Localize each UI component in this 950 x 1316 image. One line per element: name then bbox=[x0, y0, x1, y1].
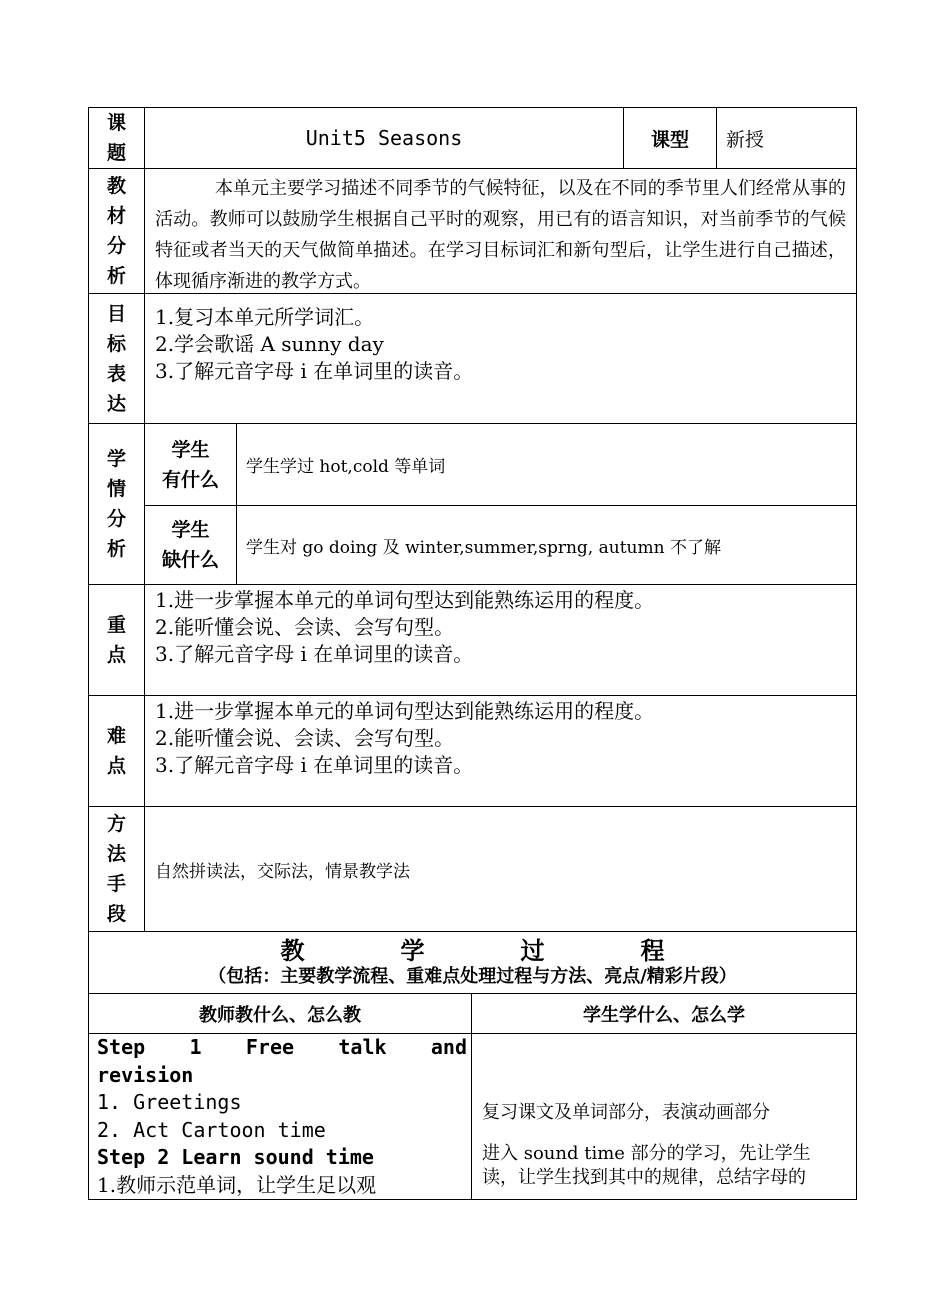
teacher-line: revision bbox=[97, 1062, 194, 1087]
goal-item: 2.学会歌谣 A sunny day bbox=[155, 332, 384, 356]
goal-item: 3.了解元音字母 i 在单词里的读音。 bbox=[155, 359, 474, 383]
teacher-step-1: Step 1 Free talk and bbox=[97, 1035, 467, 1059]
material-analysis-text: 本单元主要学习描述不同季节的气候特征，以及在不同的季节里人们经常从事的活动。教师可以鼓励学生根据自己平时的观察，用已有的语言知识，对当前季节的气候特征或者当天的天气做简单描述。在学习目标词汇和新句型后，让学生进行自己描述，体现循序渐进的教学方式。 bbox=[155, 178, 846, 292]
goals-label: 目 标 表 达 bbox=[106, 302, 126, 415]
learner-have-label: 学生 有什么 bbox=[161, 438, 219, 491]
teacher-line: 1. Greetings bbox=[97, 1090, 242, 1114]
process-heading bbox=[89, 932, 856, 993]
process-title-char: 过 bbox=[520, 936, 545, 965]
teacher-line: 2. Act Cartoon time bbox=[97, 1117, 326, 1142]
goal-item: 1.复习本单元所学词汇。 bbox=[155, 305, 375, 329]
key-points-label: 重 点 bbox=[106, 614, 126, 666]
process-title-char: 程 bbox=[640, 936, 665, 965]
student-line: 进入 sound time 部分的学习，先让学生 bbox=[482, 1143, 811, 1164]
learner-lack-label: 学生 缺什么 bbox=[161, 519, 219, 571]
methods-label: 方 法 手 段 bbox=[106, 813, 126, 925]
process-title-char: 教 bbox=[280, 936, 305, 965]
student-content bbox=[482, 1034, 852, 1199]
learner-analysis-label: 学 情 分 析 bbox=[106, 448, 126, 560]
key-point-item: 3.了解元音字母 i 在单词里的读音。 bbox=[155, 642, 474, 666]
student-line: 读，让学生找到其中的规律，总结字母的 bbox=[482, 1167, 806, 1188]
lesson-type-value: 新授 bbox=[726, 128, 765, 151]
student-line: 复习课文及单词部分，表演动画部分 bbox=[482, 1102, 770, 1123]
teacher-line: 1.教师示范单词，让学生足以观 bbox=[97, 1172, 377, 1197]
process-subtitle: （包括：主要教学流程、重难点处理过程与方法、亮点/精彩片段） bbox=[208, 966, 737, 987]
topic-label: 课 题 bbox=[106, 112, 126, 164]
difficulties-label: 难 点 bbox=[106, 725, 126, 777]
difficulty-item: 1.进一步掌握本单元的单词句型达到能熟练运用的程度。 bbox=[155, 699, 655, 723]
learner-have-text: 学生学过 hot,cold 等单词 bbox=[246, 457, 446, 477]
goals-list bbox=[145, 294, 856, 423]
topic-value: Unit5 Seasons bbox=[305, 126, 463, 150]
key-points-list bbox=[145, 585, 856, 695]
key-point-item: 1.进一步掌握本单元的单词句型达到能熟练运用的程度。 bbox=[155, 588, 655, 612]
key-point-item: 2.能听懂会说、会读、会写句型。 bbox=[155, 615, 455, 639]
lesson-type-label: 课型 bbox=[650, 128, 689, 151]
teacher-content bbox=[97, 1034, 467, 1199]
difficulty-item: 2.能听懂会说、会读、会写句型。 bbox=[155, 726, 455, 750]
difficulty-item: 3.了解元音字母 i 在单词里的读音。 bbox=[155, 753, 474, 777]
teacher-column-header: 教师教什么、怎么教 bbox=[199, 1004, 361, 1026]
process-title-char: 学 bbox=[400, 936, 425, 965]
student-column-header: 学生学什么、怎么学 bbox=[583, 1004, 745, 1026]
material-analysis-label: 教 材 分 析 bbox=[106, 175, 126, 287]
learner-lack-text: 学生对 go doing 及 winter,summer,sprng, autumn 不了解 bbox=[246, 537, 721, 558]
methods-text: 自然拼读法，交际法，情景教学法 bbox=[155, 861, 410, 882]
teacher-step-2: Step 2 Learn sound time bbox=[97, 1145, 374, 1169]
difficulties-list bbox=[145, 696, 856, 806]
